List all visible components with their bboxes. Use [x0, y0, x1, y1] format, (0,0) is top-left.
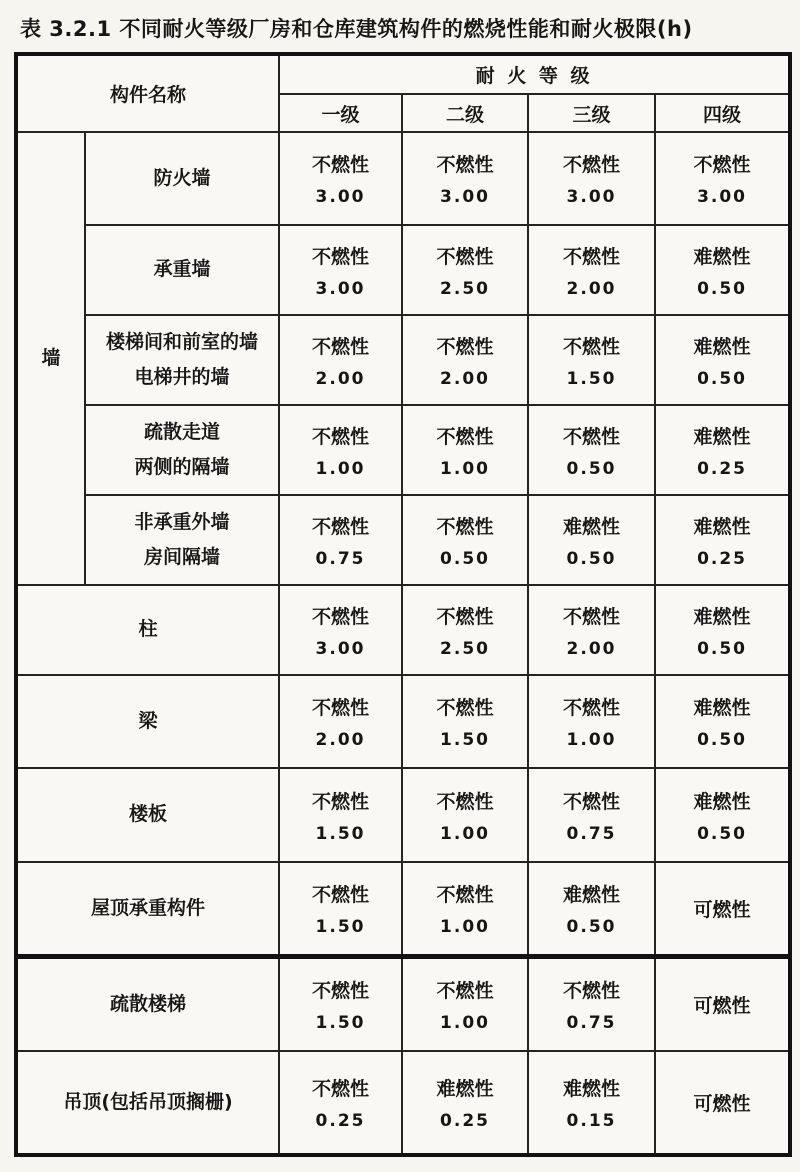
combustibility-label: 不燃性: [563, 979, 621, 1002]
rating-cell: [279, 315, 402, 405]
table-row: [16, 862, 790, 956]
combustibility-label: 难燃性: [693, 790, 751, 813]
header-row-1: [16, 54, 790, 94]
fire-limit-value: 0.50: [697, 368, 748, 389]
fire-limit-value: 2.00: [440, 368, 490, 389]
component-name-cell: [16, 956, 279, 1051]
combustibility-label: 难燃性: [693, 605, 751, 628]
fire-limit-value: 1.00: [566, 730, 617, 750]
component-name-cell: [16, 585, 279, 675]
header-grade-4: 四级: [655, 94, 790, 132]
rating-cell: [402, 495, 528, 585]
rating-cell: [655, 768, 790, 862]
rating-cell: [402, 405, 528, 495]
rating-cell: [402, 1051, 528, 1155]
header-grade-3: 三级: [528, 94, 655, 132]
fire-limit-value: 1.50: [440, 730, 490, 750]
combustibility-label: 难燃性: [563, 883, 621, 906]
combustibility-label: 不燃性: [436, 154, 494, 176]
combustibility-label: 难燃性: [436, 1078, 494, 1100]
fire-limit-value: 0.25: [440, 1111, 490, 1131]
fire-limit-value: 0.50: [697, 730, 748, 750]
combustibility-label: 不燃性: [312, 1078, 370, 1100]
rating-cell: [402, 675, 528, 768]
rating-cell: [655, 585, 790, 675]
component-name-cell: [85, 405, 279, 495]
rating-cell: [402, 768, 528, 862]
combustibility-label: 不燃性: [312, 245, 370, 268]
combustibility-label: 不燃性: [563, 245, 621, 268]
combustibility-label: 不燃性: [436, 245, 494, 268]
combustibility-label: 难燃性: [563, 1078, 621, 1100]
rating-cell: [402, 585, 528, 675]
header-grade-2: 二级: [402, 94, 528, 132]
combustibility-label: 难燃性: [693, 245, 751, 268]
header-fire-rating: 耐 火 等 级: [279, 54, 790, 94]
combustibility-label: 不燃性: [312, 154, 370, 176]
rating-cell: [528, 675, 655, 768]
combustibility-label: 不燃性: [436, 605, 494, 628]
rating-cell: [655, 675, 790, 768]
combustibility-label: 难燃性: [693, 697, 751, 719]
fire-limit-value: 0.50: [566, 916, 617, 937]
component-name-cell: [85, 132, 279, 225]
fire-limit-value: 0.75: [566, 1012, 617, 1033]
rating-cell: [528, 956, 655, 1051]
rating-cell: [279, 132, 402, 225]
rating-cell: [528, 585, 655, 675]
rating-cell: [655, 405, 790, 495]
component-name-line: 楼梯间和前室的墙: [106, 330, 259, 353]
header-component-name: 构件名称: [16, 54, 279, 132]
combustibility-label: 不燃性: [436, 790, 494, 813]
table-row: [16, 1051, 790, 1155]
rating-cell: [655, 495, 790, 585]
component-name-line: 吊顶(包括吊顶搁栅): [63, 1090, 233, 1113]
component-name-line: 梁: [138, 709, 158, 732]
table-row: [16, 585, 790, 675]
component-name-line: 两侧的隔墙: [134, 456, 230, 478]
fire-limit-value: 2.50: [440, 638, 490, 659]
fire-limit-value: 1.00: [440, 823, 490, 844]
fire-limit-value: 2.00: [566, 278, 617, 299]
combustibility-label: 不燃性: [436, 883, 494, 906]
combustibility-label: 难燃性: [693, 335, 751, 358]
combustibility-label: 不燃性: [436, 979, 494, 1002]
rating-cell: [402, 315, 528, 405]
fire-limit-value: 0.50: [566, 548, 617, 569]
fire-limit-value: 3.00: [697, 187, 748, 207]
combustibility-label: 难燃性: [563, 515, 621, 538]
combustibility-label: 不燃性: [563, 697, 621, 719]
scanned-document-page: [0, 13, 800, 1157]
fire-limit-value: 0.50: [697, 278, 748, 299]
table-row: [16, 768, 790, 862]
combustibility-label: 不燃性: [312, 605, 370, 628]
rating-cell: [402, 862, 528, 956]
component-name-cell: [16, 862, 279, 956]
rating-cell: [279, 495, 402, 585]
rating-cell: [279, 862, 402, 956]
rating-cell: [279, 225, 402, 315]
combustibility-label: 不燃性: [693, 154, 751, 176]
component-name-line: 屋顶承重构件: [91, 896, 206, 919]
rating-cell: [279, 768, 402, 862]
component-name-line: 房间隔墙: [144, 546, 221, 568]
rating-cell: [402, 132, 528, 225]
combustibility-label: 不燃性: [312, 335, 370, 358]
combustibility-label: 不燃性: [436, 515, 494, 538]
fire-limit-value: 2.00: [566, 638, 617, 659]
table-row: [16, 225, 790, 315]
fire-limit-value: 1.00: [315, 458, 366, 479]
combustibility-label: 不燃性: [563, 425, 621, 448]
fire-limit-value: 0.25: [315, 1111, 366, 1131]
component-name-cell: [16, 675, 279, 768]
rating-cell: [528, 1051, 655, 1155]
fire-limit-value: 0.75: [566, 823, 617, 844]
fire-limit-value: 1.50: [315, 823, 366, 844]
rating-cell: [279, 956, 402, 1051]
fire-limit-value: 3.00: [315, 187, 366, 207]
fire-limit-value: 2.00: [315, 730, 366, 750]
component-name-line: 疏散走道: [144, 420, 221, 443]
rating-cell: [655, 1051, 790, 1155]
combustibility-label: 不燃性: [312, 425, 370, 448]
combustibility-label: 不燃性: [436, 697, 494, 719]
combustibility-label: 不燃性: [312, 883, 370, 906]
combustibility-label: 不燃性: [563, 154, 621, 176]
combustibility-label: 不燃性: [312, 979, 370, 1002]
rating-cell: [655, 956, 790, 1051]
fire-limit-value: 0.50: [440, 548, 490, 569]
table-row: [16, 675, 790, 768]
combustibility-label: 可燃性: [693, 898, 751, 921]
rating-cell: [402, 956, 528, 1051]
fire-limit-value: 3.00: [566, 187, 617, 207]
component-name-cell: [85, 225, 279, 315]
table-row: [16, 405, 790, 495]
fire-limit-value: 3.00: [315, 638, 366, 659]
combustibility-label: 不燃性: [563, 790, 621, 813]
fire-limit-value: 0.15: [566, 1111, 617, 1131]
wall-group-cell: 墙: [16, 132, 85, 585]
component-name-cell: [16, 1051, 279, 1155]
rating-cell: [655, 225, 790, 315]
component-name-line: 防火墙: [153, 166, 211, 189]
rating-cell: [279, 405, 402, 495]
rating-cell: [528, 495, 655, 585]
fire-limit-value: 2.50: [440, 278, 490, 299]
fire-limit-value: 1.00: [440, 1012, 490, 1033]
fire-limit-value: 3.00: [315, 278, 366, 299]
rating-cell: [655, 862, 790, 956]
table-row: [16, 315, 790, 405]
component-name-line: 楼板: [129, 803, 168, 826]
rating-cell: [528, 315, 655, 405]
rating-cell: [279, 585, 402, 675]
combustibility-label: 不燃性: [312, 515, 370, 538]
rating-cell: [528, 862, 655, 956]
table-row: [16, 956, 790, 1051]
rating-cell: [655, 315, 790, 405]
table-title: 表 3.2.1 不同耐火等级厂房和仓库建筑构件的燃烧性能和耐火极限(h): [20, 17, 693, 41]
fire-limit-value: 1.50: [315, 1012, 366, 1033]
fire-limit-value: 1.50: [315, 916, 366, 937]
rating-cell: [528, 132, 655, 225]
fire-limit-value: 2.00: [315, 368, 366, 389]
component-name-line: 柱: [138, 618, 158, 641]
fire-limit-value: 0.50: [566, 458, 617, 479]
component-name-line: 电梯井的墙: [134, 366, 230, 388]
fire-limit-value: 1.00: [440, 916, 490, 937]
combustibility-label: 可燃性: [693, 994, 751, 1017]
fire-limit-value: 0.25: [697, 548, 748, 569]
component-name-cell: [16, 768, 279, 862]
combustibility-label: 不燃性: [563, 335, 621, 358]
combustibility-label: 不燃性: [436, 335, 494, 358]
fire-resistance-table: [14, 52, 792, 1157]
fire-limit-value: 0.50: [697, 823, 748, 844]
rating-cell: [528, 405, 655, 495]
fire-limit-value: 0.50: [697, 638, 748, 659]
component-name-cell: [85, 495, 279, 585]
table-row: [16, 132, 790, 225]
component-name-cell: [85, 315, 279, 405]
rating-cell: [528, 225, 655, 315]
combustibility-label: 不燃性: [312, 790, 370, 813]
combustibility-label: 难燃性: [693, 425, 751, 448]
rating-cell: [528, 768, 655, 862]
combustibility-label: 难燃性: [693, 515, 751, 538]
fire-limit-value: 1.50: [566, 368, 617, 389]
combustibility-label: 可燃性: [693, 1093, 751, 1115]
combustibility-label: 不燃性: [563, 605, 621, 628]
fire-limit-value: 3.00: [440, 187, 490, 207]
rating-cell: [655, 132, 790, 225]
fire-limit-value: 1.00: [440, 458, 490, 479]
rating-cell: [402, 225, 528, 315]
fire-limit-value: 0.75: [315, 548, 366, 569]
component-name-line: 疏散楼梯: [110, 992, 187, 1015]
fire-limit-value: 0.25: [697, 458, 748, 479]
combustibility-label: 不燃性: [312, 697, 370, 719]
component-name-line: 承重墙: [153, 258, 211, 281]
combustibility-label: 不燃性: [436, 425, 494, 448]
header-grade-1: 一级: [279, 94, 402, 132]
component-name-line: 非承重外墙: [134, 510, 230, 533]
rating-cell: [279, 675, 402, 768]
table-row: [16, 495, 790, 585]
rating-cell: [279, 1051, 402, 1155]
